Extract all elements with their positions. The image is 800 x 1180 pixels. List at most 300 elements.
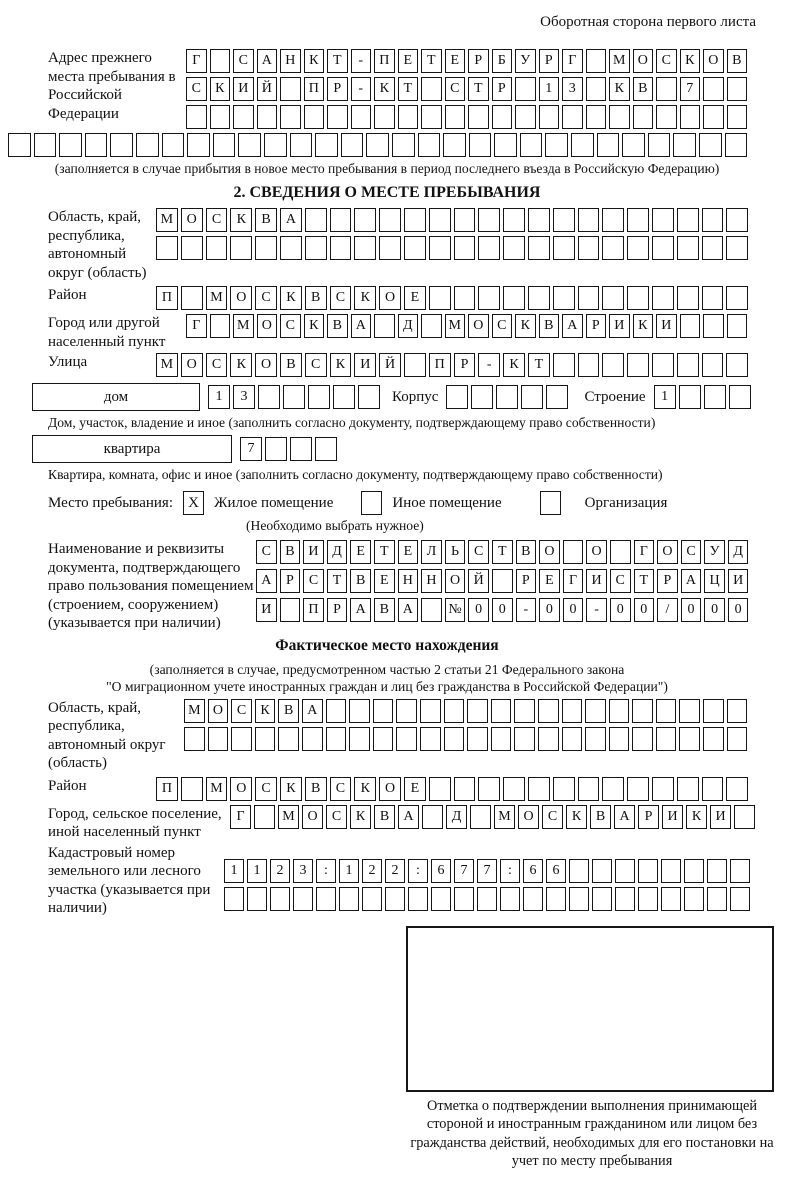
char-cell[interactable] <box>562 727 583 751</box>
char-cell[interactable]: : <box>500 859 520 883</box>
char-cell[interactable] <box>546 385 568 409</box>
char-cell[interactable]: О <box>208 699 229 723</box>
char-cell[interactable]: 0 <box>704 598 725 622</box>
char-cell[interactable]: П <box>156 286 178 310</box>
char-cell[interactable] <box>578 353 600 377</box>
char-cell[interactable]: Е <box>404 777 426 801</box>
char-cell[interactable] <box>366 133 389 157</box>
char-cell[interactable] <box>420 699 441 723</box>
char-cell[interactable]: С <box>206 353 228 377</box>
char-cell[interactable] <box>379 208 401 232</box>
char-cell[interactable] <box>408 887 428 911</box>
char-cell[interactable]: 0 <box>492 598 513 622</box>
char-cell[interactable]: М <box>494 805 515 829</box>
char-cell[interactable]: С <box>542 805 563 829</box>
char-cell[interactable]: Р <box>280 569 301 593</box>
char-cell[interactable] <box>677 286 699 310</box>
char-cell[interactable]: 0 <box>634 598 655 622</box>
char-cell[interactable] <box>627 286 649 310</box>
char-cell[interactable] <box>702 236 724 260</box>
char-cell[interactable] <box>726 208 748 232</box>
char-cell[interactable]: Е <box>404 286 426 310</box>
char-cell[interactable] <box>491 727 512 751</box>
char-cell[interactable]: С <box>492 314 513 338</box>
char-cell[interactable] <box>446 385 468 409</box>
char-cell[interactable] <box>247 887 267 911</box>
char-cell[interactable] <box>305 236 327 260</box>
char-cell[interactable] <box>326 699 347 723</box>
char-cell[interactable] <box>210 105 231 129</box>
char-cell[interactable] <box>315 437 337 461</box>
char-cell[interactable] <box>404 208 426 232</box>
char-cell[interactable]: 6 <box>523 859 543 883</box>
char-cell[interactable] <box>679 385 701 409</box>
char-cell[interactable]: Р <box>586 314 607 338</box>
char-cell[interactable]: Ц <box>704 569 725 593</box>
char-cell[interactable] <box>454 286 476 310</box>
char-cell[interactable]: К <box>354 777 376 801</box>
char-cell[interactable]: 2 <box>270 859 290 883</box>
char-cell[interactable]: О <box>255 353 277 377</box>
char-cell[interactable]: С <box>256 540 277 564</box>
char-cell[interactable] <box>373 727 394 751</box>
char-cell[interactable]: В <box>516 540 537 564</box>
char-cell[interactable]: У <box>515 49 536 73</box>
char-cell[interactable]: Е <box>398 540 419 564</box>
char-cell[interactable] <box>213 133 236 157</box>
char-cell[interactable]: П <box>303 598 324 622</box>
char-cell[interactable]: 6 <box>431 859 451 883</box>
char-cell[interactable] <box>602 208 624 232</box>
char-cell[interactable]: В <box>305 777 327 801</box>
char-cell[interactable] <box>280 236 302 260</box>
char-cell[interactable]: Р <box>492 77 513 101</box>
char-cell[interactable]: 1 <box>224 859 244 883</box>
char-cell[interactable] <box>677 353 699 377</box>
char-cell[interactable]: К <box>230 208 252 232</box>
char-cell[interactable]: П <box>304 77 325 101</box>
char-cell[interactable] <box>206 236 228 260</box>
char-cell[interactable]: Г <box>230 805 251 829</box>
char-cell[interactable] <box>454 777 476 801</box>
char-cell[interactable] <box>421 314 442 338</box>
char-cell[interactable]: 7 <box>240 437 262 461</box>
char-cell[interactable] <box>602 777 624 801</box>
char-cell[interactable]: Т <box>398 77 419 101</box>
char-cell[interactable]: И <box>303 540 324 564</box>
char-cell[interactable] <box>520 133 543 157</box>
char-cell[interactable]: А <box>351 314 372 338</box>
char-cell[interactable] <box>354 236 376 260</box>
char-cell[interactable]: И <box>586 569 607 593</box>
char-cell[interactable] <box>528 208 550 232</box>
char-cell[interactable] <box>553 286 575 310</box>
char-cell[interactable] <box>661 887 681 911</box>
char-cell[interactable]: Г <box>186 49 207 73</box>
char-cell[interactable]: - <box>478 353 500 377</box>
char-cell[interactable]: 6 <box>546 859 566 883</box>
char-cell[interactable] <box>680 105 701 129</box>
char-cell[interactable] <box>238 133 261 157</box>
char-cell[interactable]: Г <box>634 540 655 564</box>
char-cell[interactable]: 0 <box>681 598 702 622</box>
char-cell[interactable]: Д <box>446 805 467 829</box>
char-cell[interactable] <box>503 286 525 310</box>
char-cell[interactable] <box>656 699 677 723</box>
char-cell[interactable]: С <box>330 777 352 801</box>
char-cell[interactable]: : <box>316 859 336 883</box>
char-cell[interactable] <box>396 699 417 723</box>
char-cell[interactable] <box>385 887 405 911</box>
char-cell[interactable]: К <box>686 805 707 829</box>
char-cell[interactable] <box>523 887 543 911</box>
char-cell[interactable]: Н <box>280 49 301 73</box>
char-cell[interactable] <box>330 236 352 260</box>
char-cell[interactable]: Р <box>454 353 476 377</box>
char-cell[interactable]: С <box>468 540 489 564</box>
char-cell[interactable] <box>627 353 649 377</box>
char-cell[interactable] <box>514 727 535 751</box>
char-cell[interactable]: В <box>280 353 302 377</box>
char-cell[interactable] <box>726 353 748 377</box>
char-cell[interactable] <box>592 887 612 911</box>
char-cell[interactable] <box>602 236 624 260</box>
char-cell[interactable] <box>707 859 727 883</box>
char-cell[interactable] <box>609 727 630 751</box>
char-cell[interactable]: О <box>257 314 278 338</box>
char-cell[interactable] <box>392 133 415 157</box>
char-cell[interactable] <box>468 105 489 129</box>
char-cell[interactable]: 3 <box>293 859 313 883</box>
char-cell[interactable] <box>471 385 493 409</box>
char-cell[interactable] <box>515 105 536 129</box>
char-cell[interactable]: И <box>233 77 254 101</box>
char-cell[interactable] <box>585 727 606 751</box>
char-cell[interactable] <box>627 236 649 260</box>
char-cell[interactable] <box>444 727 465 751</box>
char-cell[interactable] <box>330 208 352 232</box>
char-cell[interactable] <box>293 887 313 911</box>
char-cell[interactable]: - <box>351 49 372 73</box>
char-cell[interactable] <box>210 49 231 73</box>
char-cell[interactable] <box>729 385 751 409</box>
char-cell[interactable] <box>280 598 301 622</box>
char-cell[interactable]: 0 <box>728 598 749 622</box>
char-cell[interactable]: О <box>703 49 724 73</box>
char-cell[interactable] <box>454 208 476 232</box>
char-cell[interactable]: Р <box>638 805 659 829</box>
char-cell[interactable]: Б <box>492 49 513 73</box>
char-cell[interactable]: О <box>445 569 466 593</box>
char-cell[interactable] <box>597 133 620 157</box>
char-cell[interactable]: 7 <box>454 859 474 883</box>
char-cell[interactable]: С <box>255 286 277 310</box>
char-cell[interactable]: И <box>256 598 277 622</box>
char-cell[interactable] <box>586 77 607 101</box>
char-cell[interactable]: 1 <box>208 385 230 409</box>
char-cell[interactable] <box>515 77 536 101</box>
char-cell[interactable] <box>290 133 313 157</box>
char-cell[interactable] <box>521 385 543 409</box>
char-cell[interactable]: С <box>206 208 228 232</box>
char-cell[interactable] <box>187 133 210 157</box>
char-cell[interactable]: Д <box>327 540 348 564</box>
char-cell[interactable]: А <box>280 208 302 232</box>
char-cell[interactable] <box>431 887 451 911</box>
char-cell[interactable] <box>677 208 699 232</box>
char-cell[interactable] <box>703 727 724 751</box>
char-cell[interactable]: М <box>609 49 630 73</box>
char-cell[interactable] <box>727 314 748 338</box>
char-cell[interactable] <box>181 236 203 260</box>
char-cell[interactable] <box>478 286 500 310</box>
char-cell[interactable]: В <box>633 77 654 101</box>
char-cell[interactable] <box>404 353 426 377</box>
char-cell[interactable]: Т <box>468 77 489 101</box>
char-cell[interactable]: Р <box>657 569 678 593</box>
char-cell[interactable]: Д <box>398 314 419 338</box>
char-cell[interactable] <box>445 105 466 129</box>
char-cell[interactable]: С <box>445 77 466 101</box>
char-cell[interactable] <box>156 236 178 260</box>
char-cell[interactable]: Т <box>492 540 513 564</box>
char-cell[interactable] <box>592 859 612 883</box>
char-cell[interactable]: В <box>305 286 327 310</box>
char-cell[interactable] <box>704 385 726 409</box>
char-cell[interactable] <box>224 887 244 911</box>
char-cell[interactable] <box>398 105 419 129</box>
char-cell[interactable]: А <box>562 314 583 338</box>
char-cell[interactable] <box>290 437 312 461</box>
char-cell[interactable]: О <box>181 208 203 232</box>
char-cell[interactable] <box>538 699 559 723</box>
char-cell[interactable] <box>302 727 323 751</box>
char-cell[interactable]: Т <box>528 353 550 377</box>
char-cell[interactable]: И <box>354 353 376 377</box>
char-cell[interactable]: М <box>206 777 228 801</box>
char-cell[interactable]: К <box>680 49 701 73</box>
char-cell[interactable] <box>429 286 451 310</box>
char-cell[interactable]: - <box>351 77 372 101</box>
char-cell[interactable] <box>569 887 589 911</box>
char-cell[interactable] <box>492 569 513 593</box>
char-cell[interactable] <box>478 777 500 801</box>
char-cell[interactable]: К <box>280 777 302 801</box>
char-cell[interactable]: 1 <box>539 77 560 101</box>
char-cell[interactable] <box>494 133 517 157</box>
char-cell[interactable]: С <box>303 569 324 593</box>
char-cell[interactable] <box>283 385 305 409</box>
char-cell[interactable] <box>374 314 395 338</box>
char-cell[interactable] <box>315 133 338 157</box>
char-cell[interactable] <box>562 105 583 129</box>
char-cell[interactable]: 0 <box>563 598 584 622</box>
char-cell[interactable] <box>545 133 568 157</box>
char-cell[interactable]: П <box>429 353 451 377</box>
char-cell[interactable] <box>305 208 327 232</box>
residence-checkbox-inoe[interactable] <box>361 491 382 515</box>
char-cell[interactable] <box>254 805 275 829</box>
char-cell[interactable]: С <box>305 353 327 377</box>
char-cell[interactable] <box>503 777 525 801</box>
char-cell[interactable] <box>528 236 550 260</box>
char-cell[interactable] <box>421 105 442 129</box>
char-cell[interactable] <box>673 133 696 157</box>
char-cell[interactable]: К <box>350 805 371 829</box>
char-cell[interactable]: А <box>257 49 278 73</box>
char-cell[interactable]: К <box>633 314 654 338</box>
char-cell[interactable]: Т <box>327 569 348 593</box>
char-cell[interactable] <box>569 859 589 883</box>
char-cell[interactable] <box>656 105 677 129</box>
char-cell[interactable] <box>420 727 441 751</box>
char-cell[interactable] <box>652 208 674 232</box>
char-cell[interactable] <box>609 105 630 129</box>
char-cell[interactable] <box>622 133 645 157</box>
char-cell[interactable]: В <box>350 569 371 593</box>
char-cell[interactable] <box>264 133 287 157</box>
char-cell[interactable] <box>514 699 535 723</box>
char-cell[interactable] <box>304 105 325 129</box>
char-cell[interactable] <box>638 887 658 911</box>
char-cell[interactable] <box>656 727 677 751</box>
char-cell[interactable] <box>578 208 600 232</box>
char-cell[interactable] <box>553 777 575 801</box>
char-cell[interactable] <box>210 314 231 338</box>
char-cell[interactable] <box>726 286 748 310</box>
char-cell[interactable] <box>726 777 748 801</box>
char-cell[interactable] <box>85 133 108 157</box>
char-cell[interactable] <box>632 727 653 751</box>
char-cell[interactable]: Й <box>468 569 489 593</box>
char-cell[interactable] <box>702 286 724 310</box>
char-cell[interactable]: В <box>278 699 299 723</box>
char-cell[interactable] <box>362 887 382 911</box>
char-cell[interactable]: О <box>586 540 607 564</box>
char-cell[interactable] <box>341 133 364 157</box>
char-cell[interactable] <box>396 727 417 751</box>
char-cell[interactable] <box>680 314 701 338</box>
char-cell[interactable] <box>379 236 401 260</box>
char-cell[interactable] <box>136 133 159 157</box>
char-cell[interactable] <box>354 208 376 232</box>
char-cell[interactable]: О <box>539 540 560 564</box>
char-cell[interactable]: С <box>681 540 702 564</box>
char-cell[interactable] <box>351 105 372 129</box>
char-cell[interactable]: 0 <box>610 598 631 622</box>
char-cell[interactable] <box>684 859 704 883</box>
char-cell[interactable] <box>633 105 654 129</box>
char-cell[interactable]: М <box>156 353 178 377</box>
char-cell[interactable] <box>181 286 203 310</box>
char-cell[interactable] <box>730 859 750 883</box>
char-cell[interactable] <box>478 208 500 232</box>
char-cell[interactable]: С <box>186 77 207 101</box>
char-cell[interactable]: С <box>610 569 631 593</box>
char-cell[interactable] <box>539 105 560 129</box>
char-cell[interactable] <box>181 777 203 801</box>
char-cell[interactable]: Р <box>327 598 348 622</box>
char-cell[interactable]: И <box>710 805 731 829</box>
char-cell[interactable]: 2 <box>362 859 382 883</box>
char-cell[interactable] <box>661 859 681 883</box>
char-cell[interactable]: № <box>445 598 466 622</box>
char-cell[interactable] <box>454 236 476 260</box>
char-cell[interactable] <box>429 208 451 232</box>
char-cell[interactable]: П <box>156 777 178 801</box>
char-cell[interactable] <box>602 286 624 310</box>
char-cell[interactable]: В <box>374 805 395 829</box>
char-cell[interactable] <box>703 77 724 101</box>
char-cell[interactable]: Т <box>374 540 395 564</box>
char-cell[interactable]: Е <box>398 49 419 73</box>
char-cell[interactable]: О <box>230 286 252 310</box>
char-cell[interactable] <box>333 385 355 409</box>
char-cell[interactable]: Р <box>468 49 489 73</box>
char-cell[interactable] <box>404 236 426 260</box>
char-cell[interactable]: 3 <box>562 77 583 101</box>
char-cell[interactable] <box>280 77 301 101</box>
char-cell[interactable]: Т <box>421 49 442 73</box>
char-cell[interactable] <box>734 805 755 829</box>
char-cell[interactable]: Р <box>516 569 537 593</box>
char-cell[interactable] <box>162 133 185 157</box>
char-cell[interactable]: К <box>515 314 536 338</box>
char-cell[interactable]: Г <box>563 569 584 593</box>
char-cell[interactable] <box>677 236 699 260</box>
char-cell[interactable] <box>528 286 550 310</box>
char-cell[interactable]: Е <box>350 540 371 564</box>
char-cell[interactable] <box>578 777 600 801</box>
char-cell[interactable] <box>563 540 584 564</box>
char-cell[interactable] <box>571 133 594 157</box>
char-cell[interactable]: 0 <box>468 598 489 622</box>
char-cell[interactable]: 2 <box>385 859 405 883</box>
char-cell[interactable] <box>656 77 677 101</box>
char-cell[interactable] <box>339 887 359 911</box>
char-cell[interactable]: / <box>657 598 678 622</box>
char-cell[interactable]: И <box>656 314 677 338</box>
char-cell[interactable]: М <box>445 314 466 338</box>
char-cell[interactable] <box>374 105 395 129</box>
char-cell[interactable]: Е <box>374 569 395 593</box>
char-cell[interactable]: К <box>354 286 376 310</box>
char-cell[interactable] <box>703 699 724 723</box>
char-cell[interactable] <box>59 133 82 157</box>
stamp-box[interactable] <box>406 926 774 1092</box>
char-cell[interactable] <box>652 286 674 310</box>
char-cell[interactable] <box>703 314 724 338</box>
char-cell[interactable] <box>503 236 525 260</box>
char-cell[interactable]: К <box>230 353 252 377</box>
char-cell[interactable] <box>652 236 674 260</box>
char-cell[interactable] <box>258 385 280 409</box>
char-cell[interactable] <box>467 699 488 723</box>
char-cell[interactable]: С <box>330 286 352 310</box>
char-cell[interactable]: О <box>181 353 203 377</box>
char-cell[interactable] <box>443 133 466 157</box>
char-cell[interactable] <box>496 385 518 409</box>
char-cell[interactable] <box>725 133 748 157</box>
char-cell[interactable] <box>652 777 674 801</box>
char-cell[interactable]: К <box>609 77 630 101</box>
char-cell[interactable] <box>327 105 348 129</box>
char-cell[interactable]: К <box>255 699 276 723</box>
char-cell[interactable] <box>478 236 500 260</box>
char-cell[interactable] <box>326 727 347 751</box>
char-cell[interactable] <box>615 859 635 883</box>
char-cell[interactable]: М <box>156 208 178 232</box>
